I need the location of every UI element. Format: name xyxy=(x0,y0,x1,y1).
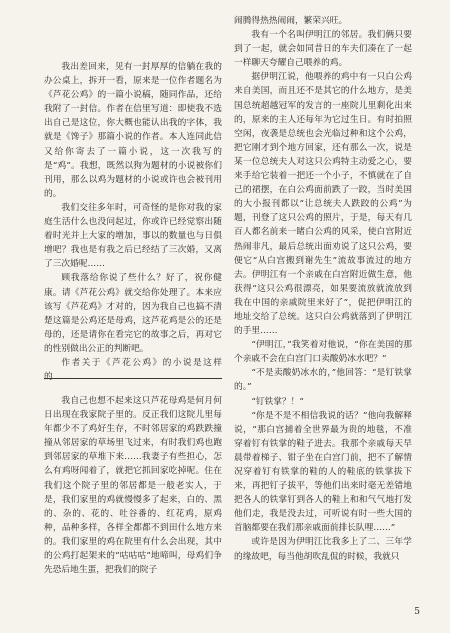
page-number: 5 xyxy=(414,607,420,617)
section-divider xyxy=(44,378,222,379)
right-paragraph: “你是不是不相信我说的话？”他向我解释说，“那白宫捕着全世界最为贵的地毯，不准穿着钉有铁掌的鞋子进去。我那个亲戚每天早晨带着梯子、钳子坐在白宫门前，把不了解情况穿着钉有铁掌的鞋的人的鞋底的铁掌拔下来，再把钉子拔平，等他们出来时毫无差错地把各人的铁掌钉到各人的鞋上和和气气地打发他们走，我是没去过，可听说有时一些大国的首脑都要在我们那亲戚面前排长队哩……” xyxy=(234,410,412,534)
right-paragraph: 或许是因为伊明江比我多上了二、三年学的缘故吧，每当他胡吹乱侃的时候，我就只 xyxy=(234,537,412,562)
left-top-paragraph: 我出差回来，见有一封厚厚的信躺在我的办公桌上，拆开一看，原来是一位作者题名为《芦花公鸡》的一篇小说稿，随同作品，还给我附了一封信。作者在信里写道：即使我不选出自己是这位，你大概也能认出我的字体，我就是《馋子》那篇小说的作者。本人连同此信又给你寄去了一篇小说，这一次我写的是“鸡”。我想，既然以狗为题材的小说被你们刊用，那么以鸡为题材的小说或许也会被刊用的。 xyxy=(44,62,222,199)
left-column-top xyxy=(44,60,222,384)
left-column-bottom xyxy=(44,394,222,577)
right-paragraph: “不是卖酸奶冰水的，”他回答：“是钉铁掌的。” xyxy=(234,368,412,393)
right-column xyxy=(234,14,412,564)
left-top-paragraph: 作者关于《芦花公鸡》的小说是这样的…… xyxy=(44,357,222,383)
left-bottom-paragraph: 我自己也想不起来这只芦花母鸡是何月何日出现在我家院子里的。反正我们这院儿里每年都少不了鸡好生存，不时邻居家的鸡跌跌撞撞从邻居家的草场里飞过来，有时我们鸡也跑到邻居家的草堆下来……我妻子有些担心，怎么有鸡呀闻着了，就把它抓回家吃掉呢。住在我们这个院子里的邻居都是一般老实人，于是，我们家里的鸡就慢慢多了起来，白的、黑的、杂的、花的、吐谷番的、红花鸡，原鸡种，品种多样，各样全都都不到田什么地方来的。我们家里的鸡在院里有什么会出现，其中的公鸡打起架来的“咕咕咕”地啼叫，母鸡们争先恐后地生蛋，把我们的院子 xyxy=(44,396,222,576)
left-top-paragraph: 我们交往多年时，可奇怪的是你对我的家庭生活什么也没问起过，你或许已经觉察出随着时光并上大家的增加，事以的数量也与日俱增吧？我也是有我之后已经结了三次婚，又离了三次婚呢…… xyxy=(44,202,222,270)
right-paragraph: 闹腾得热热闹闹，繁荣兴旺。 xyxy=(234,16,348,26)
right-paragraph: 据伊明江说，他喂养的鸡中有一只白公鸡来自美国，而且还不是其它的什么地方，是美国总统超越冠军的发言的一座院儿里剩化出来的，原来的主人还每年为它过生日。有时拍照空闲，夜袭是总统也会光临过种和这个公鸡，把它刚才到个地方回家，还有那么一次，说是某一位总统夫人对这只公鸡特主动爱之心，要来手给它装着一把还一个小子，不慎就在了自己的裙摆，在白公鸡面前跌了一跤，当时美国的大小报刊都以“让总统夫人跌跤的公鸡”为题，刊登了这只公鸡的照片，于是，每天有几百人都名前来一睹白公鸡的风采，使白宫附近热闹非凡，最后总统出面劝说了这只公鸡，要便它“从白宫搬到谢先生”流故事流过的地方去。伊明江有一个亲戚在白宫附近做生意，他获得“这只公鸡很漂亮，如果要流放就流放到我在中国的亲戚院里来好了”，促把伊明江的地址交给了总统。这只白公鸡就落到了伊明江的手里…… xyxy=(234,72,412,337)
left-top-paragraph: 顾我落给你说了些什么？好了，祝你健康。请《芦花公鸡》就交给你处理了。本来应该写《芦花鸡》才对的，因为我自己也搞不清楚这篇是公鸡还是母鸡，这芦花鸡是公的还是母的，还是请你在看完它的故事之后，再对它的性别做出公正的判断吧。 xyxy=(44,273,222,354)
right-paragraph: “伊明江，”我笑着对他说，“你在美国的那个亲戚不会在白宫门口卖酸奶冰水吧？” xyxy=(234,340,412,365)
right-paragraph: “钉铁掌？！” xyxy=(251,396,304,407)
right-paragraph: 我有一个名叫伊明江的邻居。我们俩只要到了一起，就会如同昔日的车夫们凑在了一起一样聊天夸耀自己喂养的鸡。 xyxy=(234,30,412,69)
